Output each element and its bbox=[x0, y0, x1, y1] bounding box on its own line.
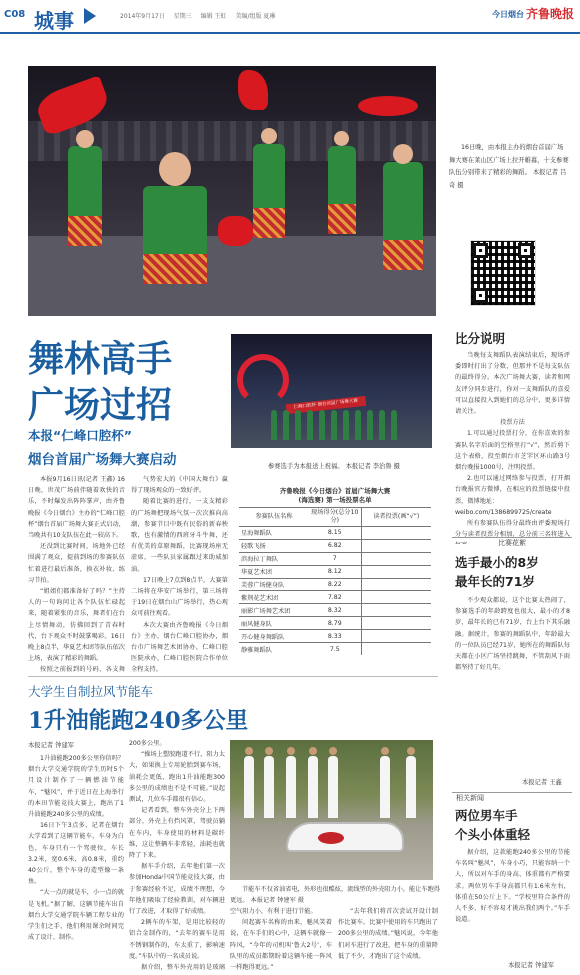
team-name-cell: 芙蓉广场健身队 bbox=[239, 578, 309, 591]
vote-cell[interactable] bbox=[361, 527, 431, 540]
sidebar-explanation bbox=[455, 350, 570, 544]
paragraph: 1升油能跑200多公里你信吗？烟台大学交通学院的学生历时5个月设计制作了一辆燃油节能车，“魅风”，并于近日在上海举行的本田节能竞技大赛上，跑出了1升油能跑240多公里的成绩。 bbox=[28, 755, 124, 819]
vote-cell[interactable] bbox=[361, 643, 431, 656]
table-row bbox=[239, 565, 431, 578]
lead-story-col2 bbox=[131, 474, 228, 674]
sidebar-title: 比分说明 bbox=[455, 331, 506, 346]
related-title-line2: 个头小体重轻 bbox=[455, 827, 531, 842]
label-related: 相关新闻 bbox=[452, 792, 572, 803]
newspaper-logo: 齐鲁晚报 bbox=[525, 7, 574, 21]
table-row bbox=[239, 539, 431, 552]
banner-text: 仁峰口腔杯 烟台首届广场舞大赛 bbox=[286, 396, 367, 414]
paragraph: 本报9月16日讯(记者 王鑫) 16日晚，世茂广场前伴随着欢快的音乐，不时爆发出阵阵掌声，由齐鲁晚报《今日烟台》主办的“仁峰口腔杯”烟台首届广场舞大赛正式启动，当晚共有10支队伍在此一较高下。 bbox=[28, 476, 125, 540]
table-row bbox=[239, 604, 431, 617]
contestants-photo bbox=[231, 334, 432, 448]
paragraph: “操场上塑胶跑道不行，阻力太大，如果换上专用轮胎到赛车场，油耗会更低，跑出1升油能跑300多公里的成绩也不是不可能。”说起测试，几位车手都很有信心。 bbox=[129, 751, 225, 804]
paragraph: 16日下午3点多，记者在烟台大学看到了这辆节能车，车身为白色，车身只有一个驾驶位，车长3.2米，宽0.6米，高0.8米，重约40公斤，整个车身的造型像一条鱼。 bbox=[28, 822, 124, 886]
lead-headline-line1: 舞林高手 bbox=[28, 338, 173, 380]
table-row bbox=[239, 617, 431, 630]
table-row bbox=[239, 630, 431, 643]
editor: 编辑 王虹 bbox=[200, 13, 227, 20]
related-title-line1: 两位男车手 bbox=[455, 808, 518, 823]
paragraph: “姐姐们都准备好了吗？”主持人的一句询问让各个队伍忙碌起来，随着紧张的音乐，舞者们在台上尽情舞动，仿佛回到了青春时代，台下观众不时鼓掌喝彩。16日晚上8点半，华夏艺术团等队伍依次上场，表演了精彩的舞蹈。 bbox=[28, 588, 125, 663]
paragraph: 2.也可以通过网络参与投票，打开烟台晚报官方微博，在相应的投票链接中投票，微博地址： bbox=[455, 475, 570, 505]
paragraph: 空气阻力小，有利于进行节能。 bbox=[230, 908, 317, 915]
table-row bbox=[239, 552, 431, 565]
score-cell: 8.33 bbox=[309, 630, 361, 643]
vote-cell[interactable] bbox=[361, 604, 431, 617]
car-photo-caption: 节能车不仅省油省电，外形也很酷炫，流线型的外壳阻力小，能让车跑得更远。 本报记者 钟建军 摄 bbox=[230, 886, 440, 904]
paragraph: 所有参赛队伍得分最终由评委现场打分与读者投票分相加，总分前三名将进入 bbox=[455, 520, 570, 539]
story2-col1 bbox=[28, 753, 124, 971]
paragraph: 记者看到，整车外壳分上下两部分，外壳上有挡风罩，驾驶员躺在车内，车身使用的材料是碳纤维，这让整辆车非常轻，油耗也就降了下来。 bbox=[129, 807, 225, 860]
story2-col4 bbox=[338, 906, 438, 972]
table-title-2: (海选赛) 第一场投票名单 bbox=[298, 496, 372, 504]
teaser-byline: 本报记者 王鑫 bbox=[522, 779, 562, 786]
score-cell: 8.12 bbox=[309, 565, 361, 578]
teaser-body bbox=[455, 595, 570, 775]
col-vote: 读者投票(画“√”) bbox=[361, 508, 431, 527]
paragraph: 本次大赛由齐鲁晚报《今日烟台》主办，烟台仁峰口腔协办，烟台市广场舞艺术团协办，仁峰口腔医院承办，仁峰口腔医院合作单位全程支持。 bbox=[131, 621, 228, 674]
score-cell: 8.79 bbox=[309, 617, 361, 630]
main-photo-caption: 16日晚，由本报主办的烟台首届广场舞大赛在莱山区广场上拉开帷幕，十支参赛队伍分别带来了精彩的舞蹈。 本报记者 吕奇 摄 bbox=[449, 144, 569, 189]
paragraph: 当晚每支舞蹈队表演结束后，现场评委即时打出了分数，但那并不是每支队伍的最终得分。本次广场舞大赛，读者和网友评分同步进行，你对一支舞蹈队的喜爱可以直接投入到她们的总分中，更多详情请关注。 bbox=[455, 352, 570, 416]
paragraph: 17日晚上7点到8点半，大赛第二场将在华安广场举行，第三场将于19日在烟台山广场举行，热心观众可前往观看。 bbox=[131, 576, 228, 618]
team-name-cell: 丽影广场舞艺术团 bbox=[239, 604, 309, 617]
teaser-title-line2: 最年长的71岁 bbox=[455, 574, 535, 589]
score-cell: 6.82 bbox=[309, 539, 361, 552]
related-title bbox=[455, 806, 530, 844]
table-header-row bbox=[239, 508, 431, 527]
header-meta bbox=[120, 11, 282, 20]
col-team: 参赛队伍名称 bbox=[239, 508, 309, 527]
vote-cell[interactable] bbox=[361, 591, 431, 604]
team-name-cell: 星海舞蹈队 bbox=[239, 527, 309, 540]
score-table bbox=[239, 487, 431, 655]
lead-subhead-2: 烟台首届广场舞大赛启动 bbox=[28, 452, 177, 468]
related-byline: 本报记者 钟建军 bbox=[508, 962, 555, 969]
paragraph: 1.可以通过投票打分，在你喜欢的参赛队名字后面的空格里打“√”，然后剪下这个表格，投至烟台市芝罘区环山路3号烟台晚报1000号，注明投票。 bbox=[455, 430, 570, 472]
related-body bbox=[455, 847, 570, 953]
score-cell: 7.5 bbox=[309, 643, 361, 656]
energy-car-photo bbox=[230, 740, 433, 880]
paragraph: 还没到比赛时间，场地外已经围满了观众，提前到场的参赛队伍忙着进行最后准备，换衣补妆、练习节拍。 bbox=[28, 543, 125, 584]
paragraph: 按照之前报到的号码，各支舞 bbox=[40, 666, 125, 674]
table-row bbox=[239, 591, 431, 604]
issue-date: 2014年9月17日 bbox=[120, 13, 165, 20]
paper-name: 今日烟台 bbox=[492, 10, 524, 19]
story2-col3 bbox=[230, 906, 332, 972]
lead-story-col1 bbox=[28, 474, 125, 674]
col-score: 现场得分(总分10分) bbox=[309, 508, 361, 527]
team-name-cell: 紫荆花艺术团 bbox=[239, 591, 309, 604]
page-number: C08 bbox=[4, 9, 26, 20]
paragraph: 不少观众都说，这个比赛太热闹了，参赛选手的年龄跨度也很大，最小的才8岁，最年长的已有71岁，台上台下其乐融融。据统计，参赛的舞蹈队中，年龄最大的一位队员已经71岁，她所在的舞蹈队每天都在小区广场坚持跳舞，不管刮风下雨都坚持了好几年。 bbox=[455, 597, 570, 672]
table-title-1: 齐鲁晚报《今日烟台》首届广场舞大赛 bbox=[279, 487, 391, 495]
team-name-cell: 华夏艺术团 bbox=[239, 565, 309, 578]
story2-subhead: 大学生自制拉风节能车 bbox=[28, 684, 154, 699]
issue-weekday: 星期三 bbox=[173, 13, 192, 20]
score-cell: 7.82 bbox=[309, 591, 361, 604]
paragraph: “大一点的就是车，小一点的就是飞机。”据了解，这辆节能车出自烟台大学交通学院车辆工程专业的学生们之手，他们利用课余时间完成了设计、制作。 bbox=[28, 889, 124, 942]
vote-cell[interactable] bbox=[361, 552, 431, 565]
paragraph: 2辆车的车架，是用比较轻的铝合金制作的，“去年的赛车是用不锈钢制作的，车太重了，影响速度。”车队中的一名成员说。 bbox=[129, 919, 225, 960]
score-cell: 8.22 bbox=[309, 578, 361, 591]
story2-col2 bbox=[129, 738, 225, 971]
score-cell: 7 bbox=[309, 552, 361, 565]
lead-headline bbox=[28, 336, 172, 428]
team-name-cell: 丽风健身队 bbox=[239, 617, 309, 630]
teaser-title bbox=[455, 553, 539, 591]
section-arrow-icon bbox=[84, 8, 96, 24]
vote-cell[interactable] bbox=[361, 565, 431, 578]
paragraph: 据介绍，这款能跑240多公里的节能车名叫“魅风”，车身小巧，只能容纳一个人，所以对车手的身高、体重都有严格要求。两位男车手身高都只有1.6米左右，体重在50公斤上下。“学校里符合条件的人不多，好不容易才挑出我们两个。”车手说道。 bbox=[455, 849, 570, 924]
voting-label: 投票方法 bbox=[500, 419, 525, 427]
vote-cell[interactable] bbox=[361, 617, 431, 630]
vote-cell[interactable] bbox=[361, 630, 431, 643]
paragraph: 随着比赛的进行，一支支精彩的广场舞把现场气氛一次次推向高潮，参赛节目中既有民俗的新春秧歌，也有激情的西班牙斗牛舞，还有优美的草原舞蹈，比赛现场座无虚席，一些队员家属跟过来助威加油。 bbox=[131, 498, 228, 573]
divider bbox=[28, 676, 438, 677]
lead-subhead-1: 本报“仁峰口腔杯” bbox=[28, 428, 132, 443]
lead-headline-line2: 广场过招 bbox=[28, 384, 173, 426]
qr-code bbox=[470, 240, 536, 306]
table-row bbox=[239, 643, 431, 656]
page-header bbox=[0, 0, 580, 34]
main-dance-photo bbox=[28, 66, 436, 316]
paragraph: 200多公里。 bbox=[129, 740, 166, 747]
score-cell: 8.32 bbox=[309, 604, 361, 617]
vote-cell[interactable] bbox=[361, 539, 431, 552]
paragraph: 问起赛车名称的由来，魅风笑着说，在车手们的心中，这辆车就像一阵风，“今年的司机叫‘鲁大2号’，车队里的成员都期盼着这辆车能一阵风一样跑得更远。” bbox=[230, 919, 332, 972]
paragraph: 气势宏大的《中国大舞台》赢得了现场观众的一致好评。 bbox=[131, 476, 228, 495]
vote-cell[interactable] bbox=[361, 578, 431, 591]
table-row bbox=[239, 578, 431, 591]
team-name-cell: 开心健身舞蹈队 bbox=[239, 630, 309, 643]
team-name-cell: 轻歌飞扬 bbox=[239, 539, 309, 552]
story2-headline: 1升油能跑240多公里 bbox=[28, 708, 249, 734]
contestants-photo-caption: 参赛选手为本报送上祝福。 本报记者 李治鲁 摄 bbox=[268, 463, 400, 470]
paragraph: “去年我们将首次尝试开设计制作比赛车，比赛中使用的车只跑出了200多公里的成绩。”魅风说，今年他们对车进行了改进，把车身的重量降低了不少，才跑出了这个成绩。 bbox=[338, 908, 438, 960]
paragraph: 据车手介绍，去年他们第一次参加Honda中国节能竞技大赛，由于参赛经验不足，成绩不理想，今年他们吸取了经验教训，对车辆进行了改进，才取得了好成绩。 bbox=[129, 863, 225, 916]
weibo-address: weibo.com/1386899725/create bbox=[455, 508, 552, 516]
team-name-cell: 静雅舞蹈队 bbox=[239, 643, 309, 656]
story2-byline: 本报记者 钟建军 bbox=[28, 742, 75, 749]
designer: 美编/组版 夏琳 bbox=[235, 13, 276, 20]
table-row bbox=[239, 527, 431, 540]
section-title: 城事 bbox=[34, 9, 74, 33]
label-contestants: 比赛花絮 bbox=[452, 537, 572, 548]
score-cell: 8.15 bbox=[309, 527, 361, 540]
paragraph: 据介绍，整车外壳用的是玻璃 bbox=[141, 964, 225, 971]
teaser-title-line1: 选手最小的8岁 bbox=[455, 555, 539, 570]
team-name-cell: 滨海拉丁舞队 bbox=[239, 552, 309, 565]
